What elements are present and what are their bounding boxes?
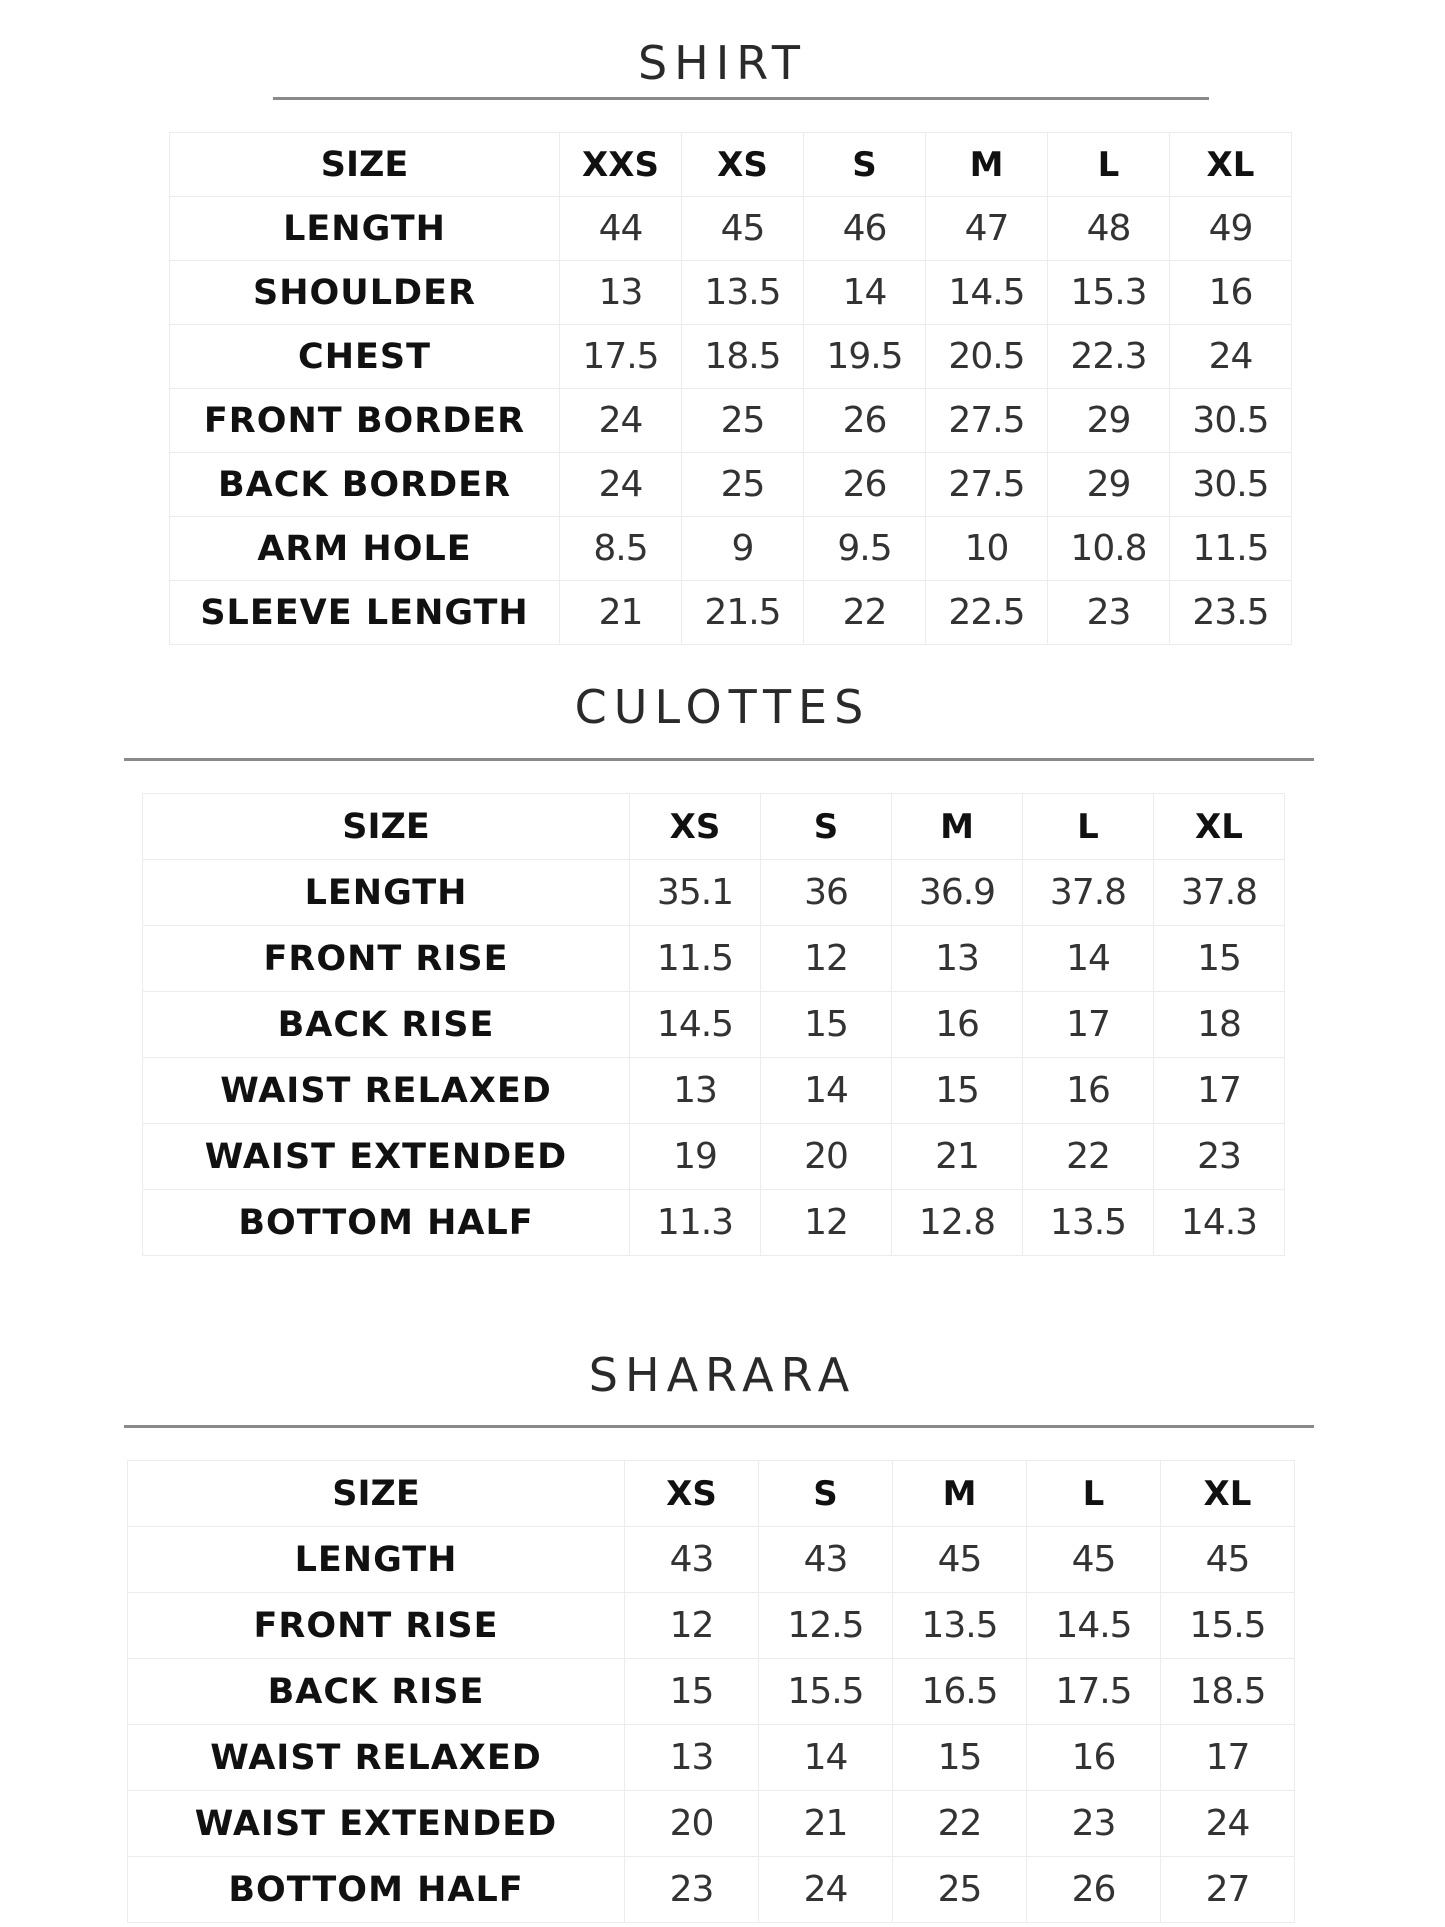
measurement-value: 14 <box>759 1725 893 1791</box>
measurement-value: 22.5 <box>926 581 1048 645</box>
measurement-value: 13 <box>625 1725 759 1791</box>
table-row <box>128 1725 1295 1791</box>
measurement-value: 26 <box>804 389 926 453</box>
measurement-value: 18.5 <box>1161 1659 1295 1725</box>
measurement-label: LENGTH <box>143 860 630 926</box>
measurement-value: 20 <box>761 1124 892 1190</box>
measurement-value: 10.8 <box>1048 517 1170 581</box>
measurement-value: 17.5 <box>560 325 682 389</box>
measurement-value: 23 <box>1027 1791 1161 1857</box>
measurement-value: 15 <box>761 992 892 1058</box>
table-row <box>128 1857 1295 1923</box>
measurement-value: 9 <box>682 517 804 581</box>
measurement-value: 25 <box>682 453 804 517</box>
measurement-value: 12 <box>625 1593 759 1659</box>
size-column-header: SIZE <box>128 1461 625 1527</box>
table-row <box>143 992 1285 1058</box>
measurement-value: 36.9 <box>892 860 1023 926</box>
table-row <box>170 389 1292 453</box>
size-column-header: SIZE <box>170 133 560 197</box>
header-row <box>170 133 1292 197</box>
measurement-value: 21.5 <box>682 581 804 645</box>
measurement-label: ARM HOLE <box>170 517 560 581</box>
table-row <box>170 261 1292 325</box>
measurement-value: 27 <box>1161 1857 1295 1923</box>
measurement-value: 44 <box>560 197 682 261</box>
size-header-xl: XL <box>1154 794 1285 860</box>
table-row <box>143 860 1285 926</box>
measurement-value: 21 <box>560 581 682 645</box>
table-row <box>170 325 1292 389</box>
measurement-value: 23 <box>1048 581 1170 645</box>
measurement-value: 11.5 <box>630 926 761 992</box>
sharara-title: SHARARA <box>588 1348 857 1402</box>
measurement-value: 8.5 <box>560 517 682 581</box>
measurement-value: 25 <box>893 1857 1027 1923</box>
size-header-s: S <box>804 133 926 197</box>
measurement-label: FRONT RISE <box>143 926 630 992</box>
measurement-value: 13.5 <box>1023 1190 1154 1256</box>
size-header-m: M <box>893 1461 1027 1527</box>
measurement-value: 12 <box>761 1190 892 1256</box>
measurement-value: 23 <box>1154 1124 1285 1190</box>
shirt-size-table <box>169 132 1292 645</box>
measurement-value: 24 <box>560 453 682 517</box>
measurement-value: 22 <box>1023 1124 1154 1190</box>
table-row <box>143 926 1285 992</box>
measurement-label: LENGTH <box>128 1527 625 1593</box>
measurement-value: 15 <box>892 1058 1023 1124</box>
measurement-value: 48 <box>1048 197 1170 261</box>
table-row <box>128 1593 1295 1659</box>
measurement-value: 22.3 <box>1048 325 1170 389</box>
measurement-value: 14 <box>1023 926 1154 992</box>
measurement-label: SHOULDER <box>170 261 560 325</box>
shirt-title: SHIRT <box>637 36 808 90</box>
measurement-value: 14 <box>761 1058 892 1124</box>
measurement-label: WAIST EXTENDED <box>128 1791 625 1857</box>
measurement-value: 13.5 <box>682 261 804 325</box>
size-header-l: L <box>1048 133 1170 197</box>
header-row <box>128 1461 1295 1527</box>
measurement-label: BACK RISE <box>143 992 630 1058</box>
measurement-value: 12 <box>761 926 892 992</box>
measurement-value: 16 <box>1023 1058 1154 1124</box>
size-header-m: M <box>892 794 1023 860</box>
sharara-size-table <box>127 1460 1295 1923</box>
measurement-value: 17 <box>1023 992 1154 1058</box>
measurement-value: 9.5 <box>804 517 926 581</box>
measurement-value: 11.5 <box>1170 517 1292 581</box>
measurement-value: 21 <box>759 1791 893 1857</box>
measurement-value: 24 <box>1161 1791 1295 1857</box>
measurement-value: 22 <box>804 581 926 645</box>
measurement-label: SLEEVE LENGTH <box>170 581 560 645</box>
measurement-value: 29 <box>1048 453 1170 517</box>
measurement-value: 11.3 <box>630 1190 761 1256</box>
measurement-value: 16 <box>892 992 1023 1058</box>
measurement-value: 45 <box>893 1527 1027 1593</box>
measurement-value: 20 <box>625 1791 759 1857</box>
measurement-value: 12.5 <box>759 1593 893 1659</box>
measurement-value: 19.5 <box>804 325 926 389</box>
table-row <box>170 581 1292 645</box>
measurement-value: 14.5 <box>630 992 761 1058</box>
size-header-xl: XL <box>1170 133 1292 197</box>
measurement-value: 16 <box>1170 261 1292 325</box>
table-row <box>128 1659 1295 1725</box>
measurement-value: 37.8 <box>1023 860 1154 926</box>
table-row <box>170 517 1292 581</box>
measurement-value: 30.5 <box>1170 389 1292 453</box>
measurement-value: 18.5 <box>682 325 804 389</box>
measurement-value: 21 <box>892 1124 1023 1190</box>
header-row <box>143 794 1285 860</box>
measurement-value: 24 <box>560 389 682 453</box>
size-header-xs: XS <box>625 1461 759 1527</box>
measurement-value: 45 <box>1161 1527 1295 1593</box>
table-row <box>143 1124 1285 1190</box>
measurement-label: BOTTOM HALF <box>143 1190 630 1256</box>
table-row <box>128 1791 1295 1857</box>
measurement-value: 18 <box>1154 992 1285 1058</box>
measurement-value: 23 <box>625 1857 759 1923</box>
measurement-value: 15.5 <box>1161 1593 1295 1659</box>
measurement-value: 22 <box>893 1791 1027 1857</box>
measurement-value: 15 <box>625 1659 759 1725</box>
measurement-value: 15.3 <box>1048 261 1170 325</box>
table-row <box>170 197 1292 261</box>
measurement-value: 14.5 <box>1027 1593 1161 1659</box>
measurement-value: 13 <box>630 1058 761 1124</box>
size-header-xxs: XXS <box>560 133 682 197</box>
measurement-value: 19 <box>630 1124 761 1190</box>
measurement-value: 36 <box>761 860 892 926</box>
table-row <box>170 453 1292 517</box>
measurement-value: 24 <box>1170 325 1292 389</box>
measurement-value: 46 <box>804 197 926 261</box>
measurement-value: 13 <box>892 926 1023 992</box>
measurement-value: 16.5 <box>893 1659 1027 1725</box>
measurement-value: 27.5 <box>926 453 1048 517</box>
measurement-label: FRONT RISE <box>128 1593 625 1659</box>
measurement-value: 25 <box>682 389 804 453</box>
measurement-label: WAIST RELAXED <box>128 1725 625 1791</box>
measurement-value: 37.8 <box>1154 860 1285 926</box>
measurement-value: 16 <box>1027 1725 1161 1791</box>
measurement-value: 27.5 <box>926 389 1048 453</box>
table-row <box>143 1190 1285 1256</box>
measurement-label: WAIST EXTENDED <box>143 1124 630 1190</box>
measurement-value: 29 <box>1048 389 1170 453</box>
measurement-label: LENGTH <box>170 197 560 261</box>
size-header-m: M <box>926 133 1048 197</box>
measurement-value: 15 <box>1154 926 1285 992</box>
measurement-value: 23.5 <box>1170 581 1292 645</box>
measurement-value: 13.5 <box>893 1593 1027 1659</box>
measurement-label: CHEST <box>170 325 560 389</box>
measurement-value: 14 <box>804 261 926 325</box>
size-header-l: L <box>1027 1461 1161 1527</box>
measurement-value: 20.5 <box>926 325 1048 389</box>
culottes-title: CULOTTES <box>574 680 871 734</box>
measurement-value: 43 <box>759 1527 893 1593</box>
measurement-value: 26 <box>1027 1857 1161 1923</box>
measurement-value: 49 <box>1170 197 1292 261</box>
size-header-xs: XS <box>630 794 761 860</box>
size-header-s: S <box>761 794 892 860</box>
measurement-value: 30.5 <box>1170 453 1292 517</box>
measurement-value: 45 <box>1027 1527 1161 1593</box>
measurement-value: 13 <box>560 261 682 325</box>
measurement-value: 14.5 <box>926 261 1048 325</box>
measurement-label: BOTTOM HALF <box>128 1857 625 1923</box>
culottes-size-table <box>142 793 1285 1256</box>
shirt-title-divider <box>273 97 1209 100</box>
measurement-value: 15 <box>893 1725 1027 1791</box>
measurement-label: BACK RISE <box>128 1659 625 1725</box>
measurement-value: 17 <box>1161 1725 1295 1791</box>
measurement-value: 15.5 <box>759 1659 893 1725</box>
measurement-value: 12.8 <box>892 1190 1023 1256</box>
culottes-title-divider <box>124 758 1314 761</box>
sharara-title-divider <box>124 1425 1314 1428</box>
table-row <box>143 1058 1285 1124</box>
measurement-value: 43 <box>625 1527 759 1593</box>
measurement-value: 35.1 <box>630 860 761 926</box>
measurement-label: WAIST RELAXED <box>143 1058 630 1124</box>
measurement-value: 26 <box>804 453 926 517</box>
size-header-xl: XL <box>1161 1461 1295 1527</box>
measurement-value: 17.5 <box>1027 1659 1161 1725</box>
measurement-value: 17 <box>1154 1058 1285 1124</box>
measurement-value: 10 <box>926 517 1048 581</box>
measurement-value: 47 <box>926 197 1048 261</box>
table-row <box>128 1527 1295 1593</box>
size-header-xs: XS <box>682 133 804 197</box>
measurement-value: 45 <box>682 197 804 261</box>
measurement-label: BACK BORDER <box>170 453 560 517</box>
measurement-value: 24 <box>759 1857 893 1923</box>
measurement-value: 14.3 <box>1154 1190 1285 1256</box>
size-column-header: SIZE <box>143 794 630 860</box>
measurement-label: FRONT BORDER <box>170 389 560 453</box>
size-header-l: L <box>1023 794 1154 860</box>
size-header-s: S <box>759 1461 893 1527</box>
